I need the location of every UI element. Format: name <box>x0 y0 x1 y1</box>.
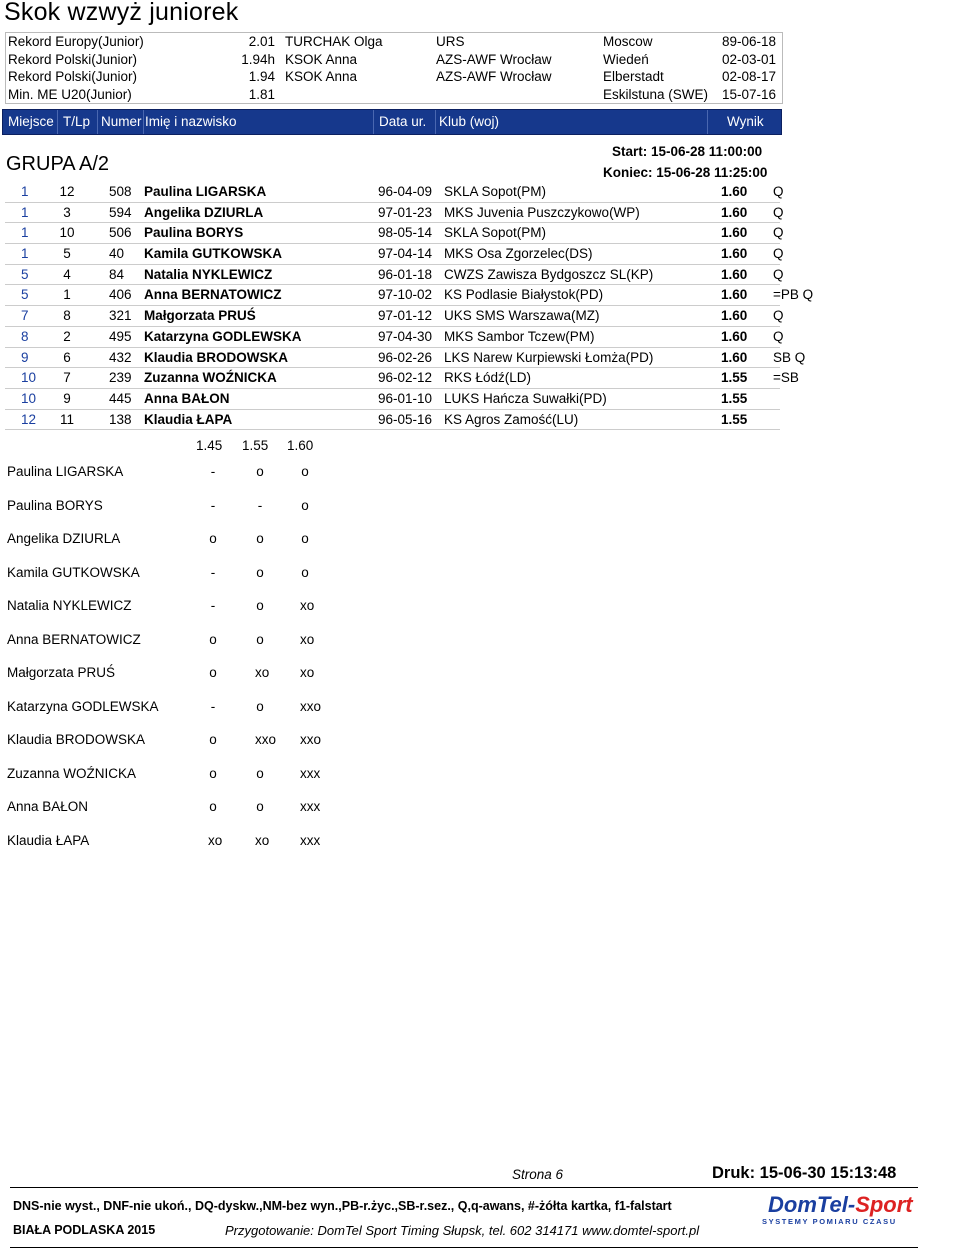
athlete-club: KS Podlasie Białystok(PD) <box>444 287 604 303</box>
result-place: 9 <box>21 349 29 365</box>
result-tlp: 8 <box>63 308 71 324</box>
row-divider <box>5 429 780 430</box>
result-value: 1.55 <box>721 390 748 406</box>
athlete-dob: 97-04-14 <box>378 246 433 262</box>
athlete-dob: 96-01-10 <box>378 390 433 406</box>
attempt-mark: o <box>209 799 217 814</box>
result-row <box>5 182 784 203</box>
record-place: Wiedeń <box>603 51 649 67</box>
athlete-dob: 96-05-16 <box>378 411 433 427</box>
attempt-athlete: Małgorzata PRUŚ <box>7 665 116 680</box>
athlete-club: MKS Osa Zgorzelec(DS) <box>444 246 593 262</box>
result-tlp: 1 <box>63 287 71 303</box>
result-row <box>5 265 784 286</box>
athlete-name: Angelika DZIURLA <box>144 204 264 220</box>
attempt-mark: o <box>256 464 264 479</box>
attempt-mark: - <box>210 497 216 513</box>
header-separator <box>435 110 436 134</box>
result-note: =SB <box>773 370 799 386</box>
header-number: Numer <box>101 114 142 129</box>
attempt-athlete: Paulina BORYS <box>7 497 103 513</box>
result-value: 1.60 <box>721 246 748 262</box>
athlete-name: Kamila GUTKOWSKA <box>144 246 283 262</box>
header-separator <box>373 110 374 134</box>
result-place: 1 <box>21 246 29 262</box>
result-value: 1.55 <box>721 370 748 386</box>
attempt-mark: - <box>210 564 216 580</box>
athlete-name: Klaudia BRODOWSKA <box>144 349 289 365</box>
result-number: 84 <box>109 266 125 282</box>
height-label: 1.55 <box>242 438 269 453</box>
athlete-dob: 97-04-30 <box>378 328 433 344</box>
result-row <box>5 223 784 244</box>
header-name: Imię i nazwisko <box>145 114 237 129</box>
athlete-name: Katarzyna GODLEWSKA <box>144 328 302 344</box>
record-name: Min. ME U20(Junior) <box>8 86 132 102</box>
result-value: 1.60 <box>721 266 748 282</box>
athlete-dob: 97-01-23 <box>378 204 433 220</box>
record-date: 15-07-16 <box>721 86 776 102</box>
record-club: AZS-AWF Wrocław <box>436 51 552 67</box>
attempt-athlete: Angelika DZIURLA <box>7 531 121 546</box>
header-separator <box>97 110 98 134</box>
domtel-sport-logo <box>762 1192 913 1228</box>
attempt-mark: o <box>256 598 264 613</box>
attempt-row <box>7 832 327 866</box>
athlete-name: Paulina LIGARSKA <box>144 184 267 199</box>
result-place: 8 <box>21 328 29 344</box>
attempt-mark: xxx <box>300 765 321 781</box>
result-row <box>5 410 780 431</box>
result-place: 5 <box>21 287 29 303</box>
attempt-mark: o <box>256 698 264 714</box>
athlete-name: Paulina BORYS <box>144 225 244 241</box>
attempt-mark: xo <box>300 631 315 647</box>
athlete-name: Klaudia ŁAPA <box>144 411 233 427</box>
header-separator <box>57 110 58 134</box>
result-value: 1.60 <box>721 308 748 324</box>
result-place: 1 <box>21 184 29 199</box>
result-note: Q <box>773 225 784 241</box>
attempt-row <box>7 698 327 732</box>
record-row <box>6 86 782 104</box>
record-name: Rekord Polski(Junior) <box>8 69 138 84</box>
attempt-row <box>7 564 327 598</box>
print-timestamp: Druk: 15-06-30 15:13:48 <box>712 1164 897 1182</box>
record-name: Rekord Polski(Junior) <box>8 51 138 67</box>
attempt-mark: o <box>256 531 264 546</box>
result-number: 432 <box>109 349 132 365</box>
result-place: 12 <box>21 411 37 427</box>
results-table <box>5 182 814 430</box>
result-row <box>5 285 814 306</box>
attempt-mark: o <box>256 799 264 814</box>
attempt-mark: o <box>209 531 217 546</box>
attempt-row <box>7 597 327 631</box>
record-club: URS <box>436 34 465 49</box>
attempt-row <box>7 631 327 665</box>
logo-wordmark <box>768 1192 913 1218</box>
athlete-name: Anna BAŁON <box>144 390 230 406</box>
record-result: 1.81 <box>248 86 275 102</box>
result-tlp: 5 <box>63 246 71 262</box>
attempt-athlete: Zuzanna WOŹNICKA <box>7 765 137 781</box>
result-tlp: 7 <box>63 370 71 386</box>
attempt-mark: o <box>209 732 217 747</box>
record-row <box>6 51 782 69</box>
result-note: Q <box>773 204 784 220</box>
result-number: 321 <box>109 308 132 324</box>
result-number: 495 <box>109 328 132 344</box>
attempt-row <box>7 664 327 698</box>
result-number: 594 <box>109 204 132 220</box>
record-club: AZS-AWF Wrocław <box>436 69 552 84</box>
record-row <box>6 33 782 51</box>
result-place: 10 <box>21 370 37 386</box>
attempt-mark: o <box>256 564 264 580</box>
attempt-mark: xo <box>300 665 315 680</box>
attempt-athlete: Klaudia BRODOWSKA <box>7 732 146 747</box>
athlete-club: LUKS Hańcza Suwałki(PD) <box>444 390 607 406</box>
logo-main-text: DomTel- <box>768 1192 856 1217</box>
result-row <box>5 368 799 389</box>
athlete-club: SKLA Sopot(PM) <box>444 184 547 199</box>
result-value: 1.60 <box>721 349 748 365</box>
attempt-mark: o <box>209 765 217 781</box>
prepared-by: Przygotowanie: DomTel Sport Timing Słupsk, tel. 602 314171 www.domtel-sport.pl <box>225 1223 700 1238</box>
result-value: 1.60 <box>721 225 748 241</box>
attempt-mark: o <box>209 631 217 647</box>
result-place: 1 <box>21 204 29 220</box>
record-row <box>6 68 782 86</box>
attempt-athlete: Anna BAŁON <box>7 799 89 814</box>
group-end-time: Koniec: 15-06-28 11:25:00 <box>603 165 768 180</box>
result-note: Q <box>773 266 784 282</box>
record-date: 89-06-18 <box>721 34 776 49</box>
attempt-mark: xo <box>255 832 270 848</box>
result-place: 5 <box>21 266 29 282</box>
record-date: 02-03-01 <box>721 51 776 67</box>
event-name: BIAŁA PODLASKA 2015 <box>13 1223 156 1237</box>
athlete-name: Natalia NYKLEWICZ <box>144 266 273 282</box>
result-value: 1.60 <box>721 287 748 303</box>
result-note: SB Q <box>773 349 806 365</box>
result-tlp: 10 <box>59 225 75 241</box>
athlete-club: UKS SMS Warszawa(MZ) <box>444 308 600 324</box>
athlete-dob: 96-02-12 <box>378 370 433 386</box>
record-athlete: KSOK Anna <box>285 51 358 67</box>
page-title: Skok wzwyż juniorek <box>4 0 239 26</box>
result-place: 1 <box>21 225 29 241</box>
result-note: =PB Q <box>773 287 814 303</box>
header-place: Miejsce <box>8 114 54 129</box>
record-place: Moscow <box>603 34 653 49</box>
result-tlp: 11 <box>59 411 74 427</box>
record-athlete: KSOK Anna <box>285 69 358 84</box>
attempt-mark: xxo <box>255 732 277 747</box>
result-tlp: 3 <box>63 204 71 220</box>
attempt-mark: o <box>209 665 217 680</box>
result-tlp: 9 <box>63 390 71 406</box>
logo-tagline: SYSTEMY POMIARU CZASU <box>762 1217 897 1226</box>
record-result: 1.94 <box>248 69 275 84</box>
group-name: GRUPA A/2 <box>6 153 110 175</box>
athlete-dob: 97-01-12 <box>378 308 433 324</box>
page-number: Strona 6 <box>512 1167 564 1182</box>
header-tlp: T/Lp <box>63 114 91 129</box>
header-result: Wynik <box>727 114 764 129</box>
result-note: Q <box>773 328 784 344</box>
athlete-name: Małgorzata PRUŚ <box>144 308 256 324</box>
athlete-dob: 96-02-26 <box>378 349 433 365</box>
result-tlp: 2 <box>63 328 71 344</box>
result-number: 508 <box>109 184 132 199</box>
height-label: 1.60 <box>287 438 314 453</box>
attempt-mark: - <box>210 598 216 613</box>
attempt-mark: xxx <box>300 832 321 848</box>
attempt-mark: - <box>257 497 263 513</box>
record-place: Elberstadt <box>603 69 664 84</box>
athlete-club: SKLA Sopot(PM) <box>444 225 547 241</box>
group-start-time: Start: 15-06-28 11:00:00 <box>612 144 763 159</box>
attempt-mark: - <box>210 464 216 479</box>
height-label: 1.45 <box>196 438 223 453</box>
header-dob: Data ur. <box>379 114 427 129</box>
attempt-row <box>7 798 327 832</box>
athlete-club: KS Agros Zamość(LU) <box>444 411 579 427</box>
attempt-mark: xo <box>208 832 223 848</box>
athlete-club: MKS Sambor Tczew(PM) <box>444 328 595 344</box>
athlete-club: RKS Łódź(LD) <box>444 370 532 386</box>
attempt-athlete: Kamila GUTKOWSKA <box>7 564 140 580</box>
result-value: 1.55 <box>721 411 748 427</box>
result-tlp: 12 <box>59 184 75 199</box>
athlete-dob: 96-04-09 <box>378 184 433 199</box>
attempt-mark: o <box>256 631 264 647</box>
result-number: 406 <box>109 287 132 303</box>
attempt-athlete: Klaudia ŁAPA <box>7 832 90 848</box>
athlete-club: MKS Juvenia Puszczykowo(WP) <box>444 204 640 220</box>
record-athlete: TURCHAK Olga <box>285 34 383 49</box>
attempt-athlete: Katarzyna GODLEWSKA <box>7 698 159 714</box>
result-note: Q <box>773 184 784 199</box>
result-tlp: 4 <box>63 266 71 282</box>
result-number: 506 <box>109 225 132 241</box>
record-place: Eskilstuna (SWE) <box>603 86 709 102</box>
result-number: 239 <box>109 370 132 386</box>
attempt-mark: o <box>301 464 309 479</box>
attempt-mark: o <box>301 531 309 546</box>
result-number: 138 <box>109 411 132 427</box>
attempt-athlete: Paulina LIGARSKA <box>7 464 124 479</box>
records-table <box>5 32 783 104</box>
athlete-dob: 96-01-18 <box>378 266 433 282</box>
header-club: Klub (woj) <box>439 114 500 129</box>
result-value: 1.60 <box>721 204 748 220</box>
attempt-mark: xxo <box>300 698 322 714</box>
footer-divider <box>10 1187 918 1188</box>
attempt-mark: xo <box>255 665 270 680</box>
record-name: Rekord Europy(Junior) <box>8 34 144 49</box>
result-place: 7 <box>21 308 29 324</box>
result-row <box>5 327 784 348</box>
attempt-row <box>7 765 327 799</box>
result-row <box>5 244 784 265</box>
footer-divider <box>10 1247 918 1248</box>
result-row <box>5 203 784 224</box>
attempt-athlete: Natalia NYKLEWICZ <box>7 598 132 613</box>
record-date: 02-08-17 <box>721 69 776 84</box>
attempt-row <box>7 497 327 531</box>
attempt-athlete: Anna BERNATOWICZ <box>7 631 141 647</box>
attempt-mark: - <box>210 698 216 714</box>
attempt-mark: o <box>256 765 264 781</box>
attempt-row <box>7 530 327 564</box>
attempt-mark: xo <box>300 598 315 613</box>
result-number: 445 <box>109 390 132 406</box>
result-place: 10 <box>21 390 37 406</box>
attempt-row <box>7 463 327 497</box>
attempt-mark: xxo <box>300 732 322 747</box>
result-number: 40 <box>109 246 125 262</box>
result-value: 1.60 <box>721 184 748 199</box>
result-row <box>5 389 780 410</box>
footer-legend: DNS-nie wyst., DNF-nie ukoń., DQ-dyskw.,NM-bez wyn.,PB-r.życ.,SB-r.sez., Q,q-awans, #-żółta kartka, f1-falstart <box>13 1199 672 1213</box>
result-note: Q <box>773 246 784 262</box>
athlete-dob: 97-10-02 <box>378 287 433 303</box>
results-header <box>2 109 782 135</box>
record-result: 1.94h <box>241 51 275 67</box>
header-separator <box>143 110 144 134</box>
attempts-table <box>7 463 327 865</box>
athlete-name: Anna BERNATOWICZ <box>144 287 282 303</box>
attempt-mark: o <box>301 497 309 513</box>
athlete-club: CWZS Zawisza Bydgoszcz SL(KP) <box>444 266 654 282</box>
result-note: Q <box>773 308 784 324</box>
record-result: 2.01 <box>248 34 275 49</box>
logo-accent-text: Sport <box>855 1192 913 1217</box>
attempt-row <box>7 731 327 765</box>
attempt-mark: o <box>301 564 309 580</box>
result-tlp: 6 <box>63 349 71 365</box>
athlete-dob: 98-05-14 <box>378 225 433 241</box>
athlete-club: LKS Narew Kurpiewski Łomża(PD) <box>444 349 654 365</box>
result-row <box>5 348 806 369</box>
attempt-mark: xxx <box>300 799 321 814</box>
athlete-name: Zuzanna WOŹNICKA <box>144 370 277 386</box>
result-row <box>5 306 784 327</box>
result-value: 1.60 <box>721 328 748 344</box>
header-separator <box>707 110 708 134</box>
